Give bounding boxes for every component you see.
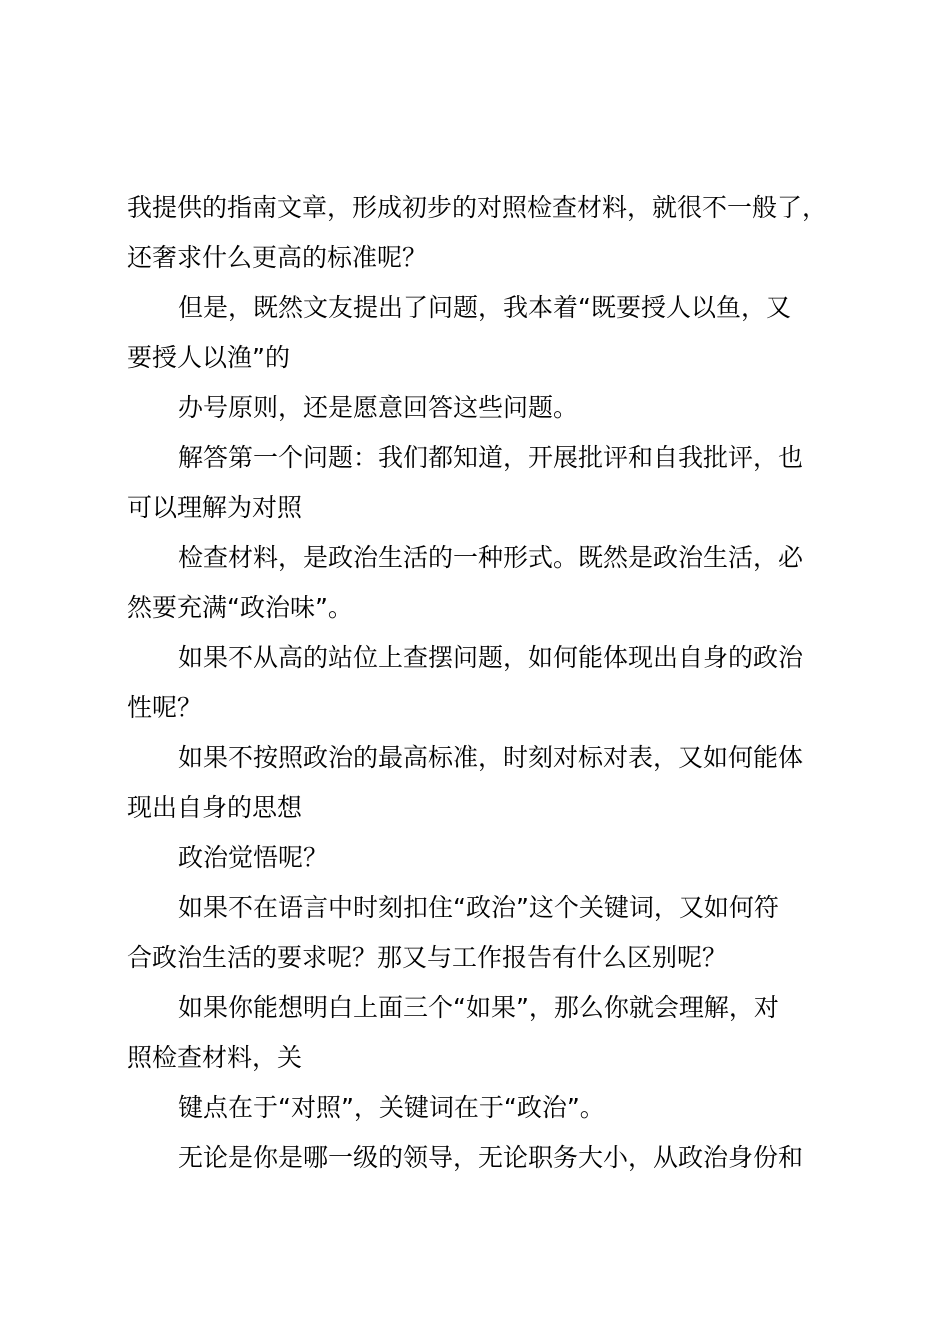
text-line: 照检查材料，关 <box>127 1043 303 1072</box>
text-line: 键点在于“对照”，关键词在于“政治”。 <box>178 1093 605 1122</box>
text-line: 但是，既然文友提出了问题，我本着“既要授人以鱼，又 <box>178 293 791 322</box>
text-line: 合政治生活的要求呢？那又与工作报告有什么区别呢？ <box>127 943 728 972</box>
text-line: 检查材料，是政治生活的一种形式。既然是政治生活，必 <box>178 543 804 572</box>
text-line: 性呢？ <box>127 693 203 722</box>
text-line: 办号原则，还是愿意回答这些问题。 <box>178 393 579 422</box>
text-line: 然要充满“政治味”。 <box>127 593 353 622</box>
text-line: 我提供的指南文章，形成初步的对照检查材料，就很不一般了， <box>127 193 828 222</box>
text-line: 无论是你是哪一级的领导，无论职务大小，从政治身份和 <box>178 1143 804 1172</box>
text-line: 解答第一个问题：我们都知道，开展批评和自我批评，也 <box>178 443 804 472</box>
text-line: 要授人以渔”的 <box>127 343 290 372</box>
text-line: 如果不从高的站位上查摆问题，如何能体现出自身的政治 <box>178 643 804 672</box>
text-line: 现出自身的思想 <box>127 793 303 822</box>
text-line: 还奢求什么更高的标准呢？ <box>127 243 428 272</box>
text-line: 如果不按照政治的最高标准，时刻对标对表，又如何能体 <box>178 743 804 772</box>
text-line: 如果你能想明白上面三个“如果”，那么你就会理解，对 <box>178 993 779 1022</box>
document-body <box>127 183 847 1183</box>
text-line: 可以理解为对照 <box>127 493 303 522</box>
text-line: 政治觉悟呢？ <box>178 843 329 872</box>
text-line: 如果不在语言中时刻扣住“政治”这个关键词，又如何符 <box>178 893 779 922</box>
